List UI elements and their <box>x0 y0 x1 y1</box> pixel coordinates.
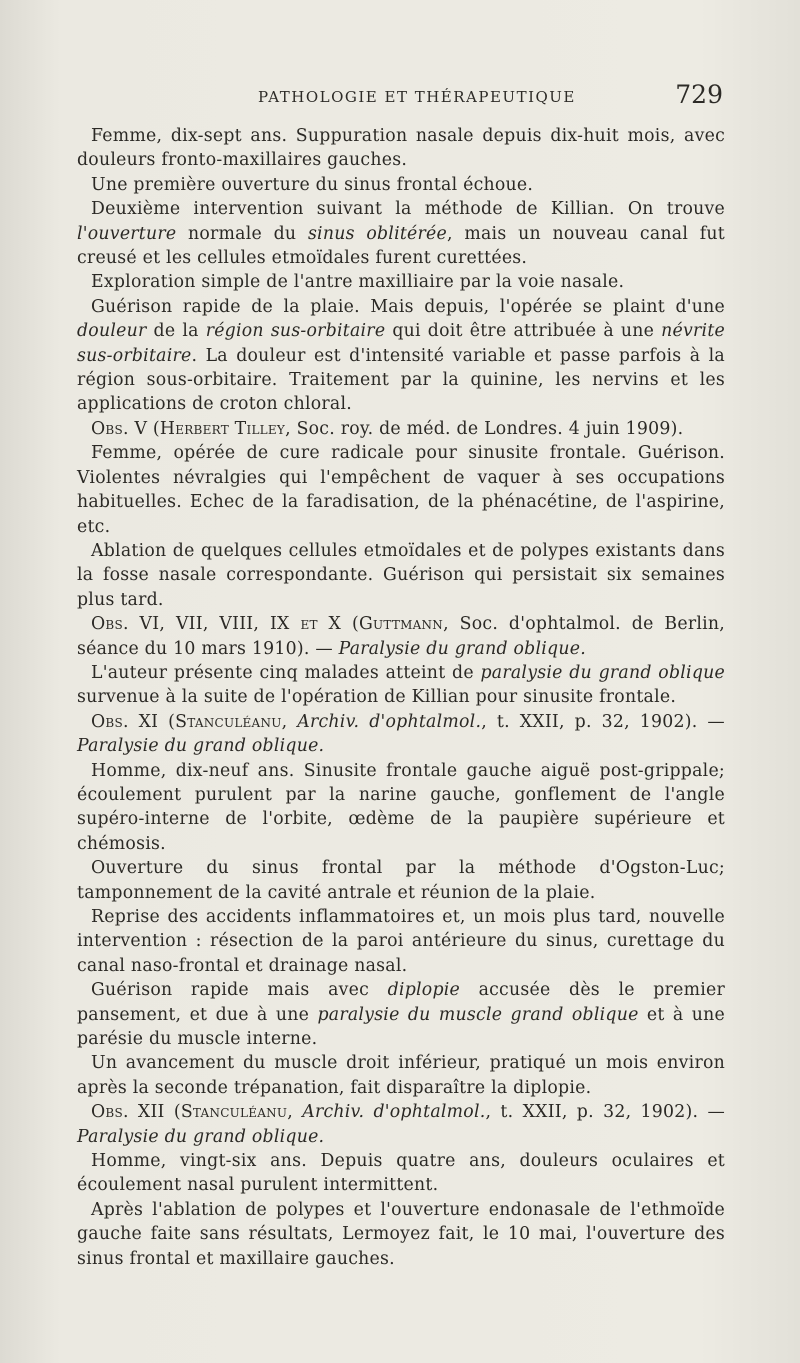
running-title: PATHOLOGIE ET THÉRAPEUTIQUE <box>258 88 576 106</box>
paragraph: Une première ouverture du sinus frontal échoue. <box>91 174 534 195</box>
observation-heading: Obs. XI (Stanculéanu, Archiv. d'ophtalmol., t. XXII, p. 32, 1902). — Paralysie du grand oblique. <box>77 711 725 757</box>
observation-heading: Obs. VI, VII, VIII, IX et X (Guttmann, Soc. d'ophtalmol. de Berlin, séance du 10 mars 1910). — Paralysie du grand oblique. <box>77 614 726 659</box>
paragraph: Exploration simple de l'antre maxilliaire par la voie nasale. <box>91 272 625 293</box>
paragraph: Après l'ablation de polypes et l'ouverture endonasale de l'ethmoïde gauche faite sans résultats, Lermoyez fait, le 10 mai, l'ouverture des sinus frontal et maxillaire gauches. <box>77 1199 725 1269</box>
paragraph: Guérison rapide mais avec diplopie accusée dès le premier pansement, et due à une paralysie du muscle grand oblique et à une parésie du muscle interne. <box>77 980 725 1050</box>
observation-heading: Obs. XII (Stanculéanu, Archiv. d'ophtalmol., t. XXII, p. 32, 1902). — Paralysie du grand oblique. <box>77 1102 725 1147</box>
paragraph: L'auteur présente cinq malades atteint de paralysie du grand oblique survenue à la suite de l'opération de Killian pour sinusite frontale. <box>77 662 725 708</box>
paragraph: Femme, dix-sept ans. Suppuration nasale depuis dix-huit mois, avec douleurs fronto-maxillaires gauches. <box>77 126 725 171</box>
paragraph: Homme, dix-neuf ans. Sinusite frontale gauche aiguë post-grippale; écoulement purulent par la narine gauche, gonflement de l'angle supéro-interne de l'orbite, œdème de la paupière supérieure et chémosis. <box>77 760 725 854</box>
paragraph: Guérison rapide de la plaie. Mais depuis, l'opérée se plaint d'une douleur de la région sus-orbitaire qui doit être attribuée à une névrite sus-orbitaire. La douleur est d'intensité variable et passe parfois à la région sous-orbitaire. Traitement par la quinine, les nervins et les applications de croton chloral. <box>77 296 726 415</box>
paragraph: Ouverture du sinus frontal par la méthode d'Ogston-Luc; tamponnement de la cavité antrale et réunion de la plaie. <box>77 858 725 903</box>
paragraph: Un avancement du muscle droit inférieur, pratiqué un mois environ après la seconde trépanation, fait disparaître la diplopie. <box>77 1053 725 1098</box>
paragraph: Femme, opérée de cure radicale pour sinusite frontale. Guérison. Violentes névralgies qui l'empêchent de vaquer à ses occupations habituelles. Echec de la faradisation, de la phénacétine, de l'aspirine, etc. <box>77 443 725 537</box>
paragraph: Deuxième intervention suivant la méthode de Killian. On trouve l'ouverture normale du sinus oblitérée, mais un nouveau canal fut creusé et les cellules etmoïdales furent curettées. <box>77 199 725 269</box>
observation-heading: Obs. V (Herbert Tilley, Soc. roy. de méd. de Londres. 4 juin 1909). <box>91 418 684 439</box>
paragraph: Reprise des accidents inflammatoires et, un mois plus tard, nouvelle intervention : résection de la paroi antérieure du sinus, curettage du canal naso-frontal et drainage nasal. <box>77 907 725 976</box>
paragraph: Ablation de quelques cellules etmoïdales et de polypes existants dans la fosse nasale correspondante. Guérison qui persistait six semaines plus tard. <box>77 540 725 610</box>
paragraph: Homme, vingt-six ans. Depuis quatre ans, douleurs oculaires et écoulement nasal purulent intermittent. <box>77 1151 725 1196</box>
page-header <box>78 78 723 118</box>
page-number: 729 <box>675 80 723 109</box>
body-text <box>77 124 725 1271</box>
